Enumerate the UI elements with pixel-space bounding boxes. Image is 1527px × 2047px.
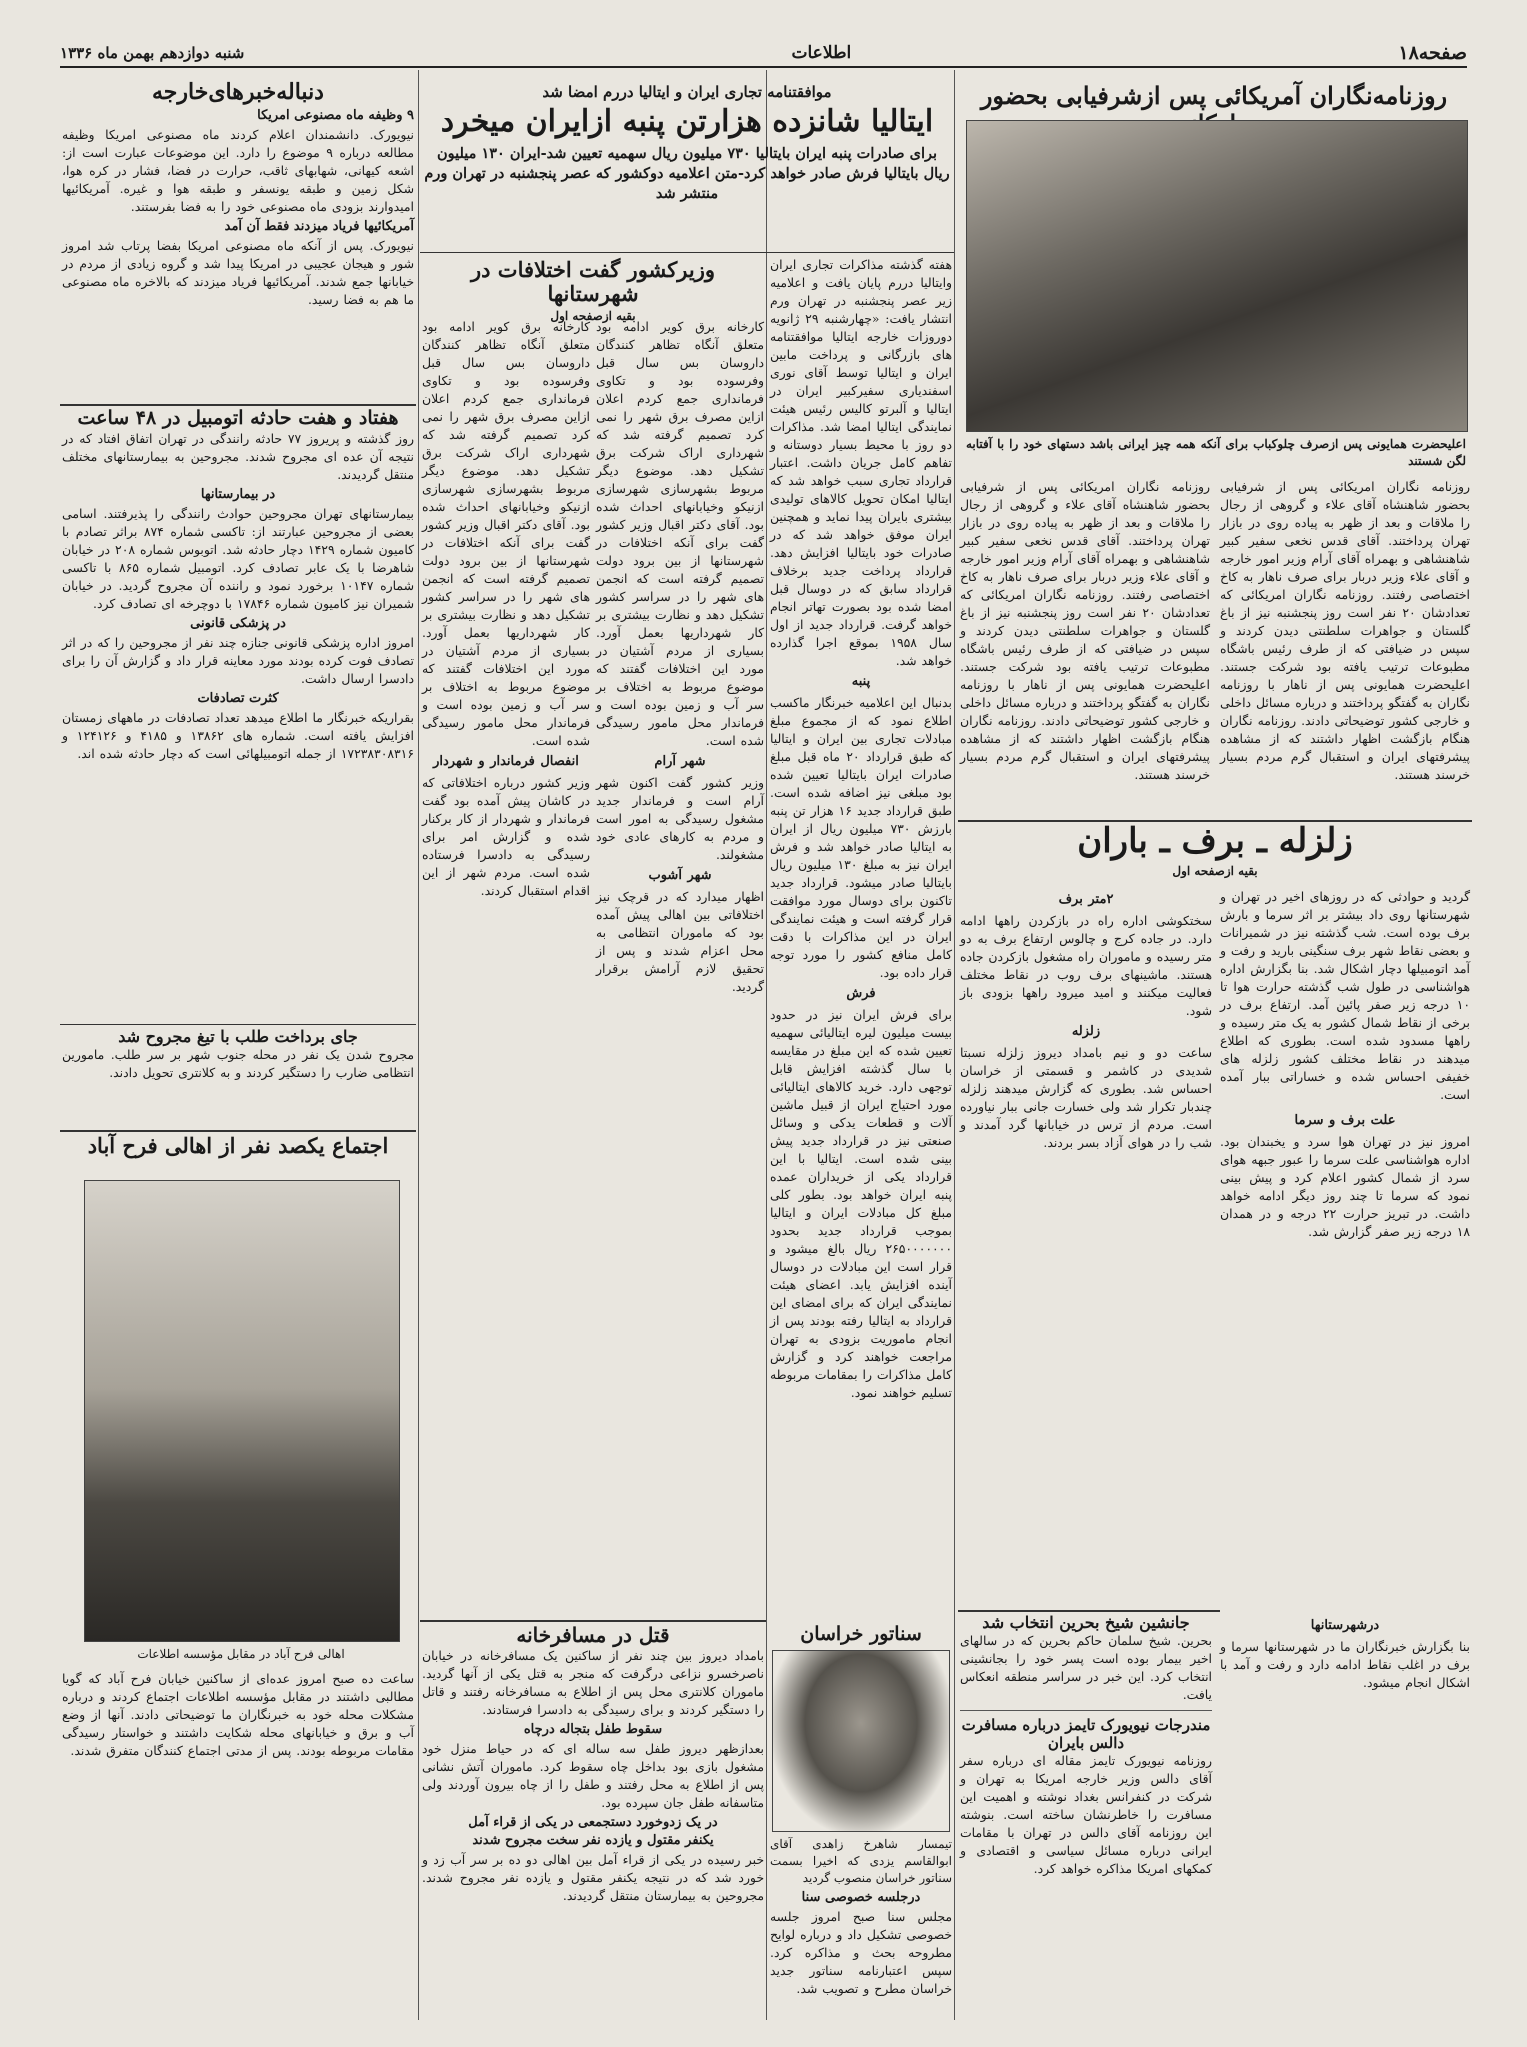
inn-block	[422, 1624, 764, 2014]
lead-body: هفته گذشته مذاکرات تجاری ایران وایتالیا دررم پایان یافت و اعلامیه زیر عصر پنجشنبه در تهران ورم انتشار یافت: «چهارشنبه ۲۹ ژانویه دوروزات خارجه ایتالیا موافقتنامه های بازرگانی و پرداخت مابین ایران و ایتالیا توسط آقای نوری اسفندیاری سفیرکبیر ایران در ایتالیا و آلبرتو کالیس رئیس هیئت نمایندگی ایتالیا امضا شد. مذاکرات دو روز با محیط بسیار دوستانه و تفاهم کامل جریان داشت. اعتبار قرارداد تجاری سبب خواهد شد که ایتالیا امکان تحویل کالاهای تولیدی بیشتری بایران پیدا نماید و همچنین ایران موفق خواهد شد که در صادرات خود بایتالیا افزایش دهد. قرارداد پرداخت جدید برخلاف قرارداد سابق که در دوسال قبل امضا شده بود بصورت تهاتر انجام خواهد گرفت. قرارداد جدید از اول سال ۱۹۵۸ بموقع اجرا گذارده خواهد شد.	[770, 257, 952, 668]
minister-body-cont: کارخانه برق کویر ادامه بود متعلق آنگاه تظاهر کنندگان داروسان بس سال قبل وفرسوده بود و تکاوی فرمانداری جمع کردم اعلان ازاین مصرف برق شهر را نمی کرد تصمیم گرفته شد که شهرداری اراک شرکت برق تشکیل دهد. موضوع دیگر مربوط بشهرسازی شهرسازی ازنیکو وخیابانهای احداث شده بود. آقای دکتر اقبال وزیر کشور گفت برای آنکه اختلافات در شهرستانها از بین برود دولت تصمیم گرفته است که انجمن های شهر را در سراسر کشور تشکیل دهد و نظارت بیشتری بر کار شهرداریها بعمل آورد. بسیاری از مردم آشتیان در مورد این اختلافات گفتند که موضوع مربوط به اختلاف بر سر آب و زمین بوده است و فرماندار محل مامور رسیدگی شده است.	[422, 319, 590, 748]
shah-journalists-photo	[966, 120, 1468, 432]
forensic-subhead: در پزشکی قانونی	[190, 615, 286, 631]
senator-caption: تیمسار شاهرخ زاهدی آقای ابوالقاسم یزدی که اخیرا بسمت سناتور خراسان منصوب گردید	[770, 1836, 952, 1885]
foreign-news	[62, 80, 414, 400]
nyt-headline: مندرجات نیویورک تایمز درباره مسافرت دالس بایران	[961, 1716, 1211, 1752]
quake-body-col2	[960, 888, 1212, 1608]
well-subhead: سقوط طفل بتجاله درچاه	[523, 1722, 663, 1737]
amol-body: خبر رسیده در یکی از قراء آمل بین اهالی دو ده بر سر آب زد و خورد شد که در نتیجه یکنفر مقتول و یازده نفر مجروح شدند. مجروحین به بیمارستان منتقل گردیدند.	[422, 1852, 764, 1903]
calm-body: وزیر کشور گفت اکنون شهر آرام است و فرماندار جدید مشغول رسیدگی به امور است و مردم به کارهای عادی خود مشغولند.	[596, 775, 764, 862]
minister-header	[422, 257, 764, 324]
amol-subhead: در یک زدوخورد دستجمعی در یکی از قراء آمل	[468, 1815, 718, 1830]
farah-crowd-photo	[84, 1180, 400, 1642]
minister-headline: وزیرکشور گفت اختلافات در شهرستانها	[471, 257, 715, 307]
hospital-body: بیمارستانهای تهران مجروحین حوادث رانندگی را پذیرفتند. اسامی بعضی از مجروحین عبارتند از: تاکسی شماره ۸۷۴ براثر تصادم با کامیون شماره ۱۴۲۹ دچار حادثه شد. اتوبوس شماره ۲۰۸ در خیابان شاهرضا با یک عابر تصادف کرد. اتومبیل شماره ۸۶۵ با تاکسی شماره ۱۰۱۴۷ برخورد نمود و راننده آن مجروح گردید. در خیابان شمیران نیز کامیون شماره ۱۷۸۴۶ با دوچرخه ای تصادف کرد.	[62, 505, 414, 611]
cities-subhead: درشهرستانها	[1310, 1618, 1380, 1633]
minister-body: کارخانه برق کویر ادامه بود متعلق آنگاه تظاهر کنندگان داروسان بس سال قبل وفرسوده بود و تکاوی فرمانداری جمع کردم اعلان ازاین مصرف برق شهر را نمی کرد تصمیم گرفته شد که شهرداری اراک شرکت برق تشکیل دهد. موضوع دیگر مربوط بشهرسازی شهرسازی ازنیکو وخیابانهای احداث شده بود. آقای دکتر اقبال وزیر کشور گفت برای آنکه اختلافات در شهرستانها از بین برود دولت تصمیم گرفته است که انجمن های شهر را در سراسر کشور تشکیل دهد و نظارت بیشتری بر کار شهرداریها بعمل آورد. بسیاری از مردم آشتیان در مورد این اختلافات گفتند که موضوع مربوط به اختلاف بر سر آب و زمین بوده است و فرماندار محل مامور رسیدگی شده است.	[596, 319, 764, 748]
lead-kicker: موافقتنامه تجاری ایران و ایتالیا دررم امضا شد	[542, 83, 832, 101]
cities-body: بنا بگزارش خبرنگاران ما در شهرستانها سرما و برف در اغلب نقاط ادامه دارد و رفت و آمد با اشکال انجام میشود.	[1220, 1639, 1470, 1690]
right-headline: روزنامه‌نگاران آمریکائی پس ازشرفیابی بحضور	[980, 81, 1448, 110]
column-rule	[954, 70, 955, 2020]
quake-body: گردید و حوادثی که در روزهای اخیر در تهران و شهرستانها روی داد بیشتر بر اثر سرما و بارش برف بوده است. شب گذشته نیز در شمیرانات و بعضی نقاط شهر برف سنگینی بارید و رفت و آمد اتومبیلها دچار اشکال شد. بنا بگزارش اداره هواشناسی در طول شب گذشته حرارت هوا تا ۱۰ درجه زیر صفر پائین آمد. ارتفاع برف در برخی از نقاط شمال کشور به یک متر رسیده و راهها مسدود شده است. بطوری که اطلاع میدهند در نقاط مختلف کشور زلزله های خفیفی احساس شده و خساراتی ببار آمده است.	[1220, 889, 1470, 1102]
senator-portrait	[772, 1650, 950, 1832]
knife-body: مجروح شدن یک نفر در محله جنوب شهر بر سر طلب. مامورین انتظامی ضارب را دستگیر کردند و به کلانتری تحویل دادند.	[62, 1047, 414, 1081]
section-rule	[420, 1620, 766, 1622]
farah-headline: اجتماع یکصد نفر از اهالی فرح آباد	[87, 1133, 389, 1158]
hospital-subhead: در بیمارستانها	[200, 486, 276, 502]
frequency-body: بقراریکه خبرنگار ما اطلاع میدهد تعداد تصادفات در ماههای زمستان افزایش یافته است. شماره های ۱۳۸۶۲ و ۴۱۸۵ و ۱۲۴۱۲۶ و ۱۷۲۳۸۳۰۸۳۱۶ از جمله اتومبیلهائی است که دچار حادثه شده اند.	[62, 709, 414, 761]
satellite-body: نیویورک. دانشمندان اعلام کردند ماه مصنوعی امریکا وظیفه مطالعه درباره ۹ موضوع را دارد. این موضوعات عبارت است از: اشعه کیهانی، شهابهای ثاقب، حرارت در فضا، فشار در کره هوا، شکل زمین و طبقه یونسفر و طبقه هوا و غیره. آمریکائیها امیدوارند بزودی ماه مصنوعی خود را به فضا بفرستند.	[62, 127, 414, 215]
knife-headline: جای برداخت طلب با تیغ مجروح شد	[118, 1027, 358, 1046]
cotton-body: بدنبال این اعلامیه خبرنگار ماکسب اطلاع نمود که از مجموع مبلغ مبادلات تجاری بین ایران و ایتالیا که طبق قرارداد ۲۰ ماه قبل مبلغ صادرات ایران بایتالیا تعیین شده بود مبلغی نیز اضافه شده است. طبق قرارداد جدید ۱۶ هزار تن پنبه بارزش ۷۳۰ میلیون ریال از ایران به ایتالیا صادر خواهد شد و فرش ایران نیز به مبلغ ۱۳۰ میلیون ریال بایتالیا صادر میشود. قرارداد جدید تاکنون برای دوسال مورد موافقت قرار گرفته است و هیئت نمایندگی ایران در این مذاکرات با دقت کامل منافع کشور را مورد توجه قرار داده بود.	[770, 695, 952, 980]
right-article-body-a: روزنامه نگاران امریکائی پس از شرفیابی بحضور شاهنشاه آقای علاء و گروهی از رجال را ملاقات و بعد از ظهر به پیاده روی در بازار تهران پرداختند. آقای قدس نخعی سفیر کبیر شاهنشاهی و بهمراه آقای آرام وزیر امور خارجه و آقای علاء وزیر دربار برای صرف ناهار به کاخ اختصاصی رفتند. روزنامه نگاران امریکائی که تعدادشان ۲۰ نفر است روز پنجشنبه نیز از باغ گلستان و جواهرات سلطنتی دیدن کردند و سپس در ضیافتی که از طرف رئیس باشگاه مطبوعات ترتیب یافته بود شرکت جستند. اعلیحضرت همایونی پس از ناهار با روزنامه نگاران به گفتگو پرداختند و درباره مسائل داخلی و خارجی کشور توضیحاتی دادند. روزنامه نگاران هنگام بازگشت اظهار داشتند که از مشاهده پیشرفتهای ایران و استقبال گرم مردم بسیار خرسند هستند.	[960, 479, 1210, 782]
weather-subhead: علت برف و سرما	[1294, 1113, 1396, 1128]
satellite-subhead: ۹ وظیفه ماه مصنوعی امریکا	[257, 108, 414, 124]
quake-body-col1	[1220, 888, 1470, 1608]
lead-deck: برای صادرات پنبه ایران بایتالیا ۷۳۰ میلیون ریال سهمیه تعیین شد-ایران ۱۳۰ میلیون ریال بایتالیا فرش صادر خواهد کرد-متن اعلامیه دوکشور که عصر پنجشنبه در تهران ورم منتشر شد	[424, 144, 950, 202]
page-number: صفحه۱۸	[1398, 42, 1467, 64]
right-article-body-b: روزنامه نگاران امریکائی پس از شرفیابی بحضور شاهنشاه آقای علاء و گروهی از رجال را ملاقات و بعد از ظهر به پیاده روی در بازار تهران پرداختند. آقای قدس نخعی سفیر کبیر شاهنشاهی و بهمراه آقای آرام وزیر امور خارجه و آقای علاء وزیر دربار برای صرف ناهار به کاخ اختصاصی رفتند. روزنامه نگاران امریکائی که تعدادشان ۲۰ نفر است روز پنجشنبه نیز از باغ گلستان و جواهرات سلطنتی دیدن کردند و سپس در ضیافتی که از طرف رئیس باشگاه مطبوعات ترتیب یافته بود شرکت جستند. اعلیحضرت همایونی پس از ناهار با روزنامه نگاران به گفتگو پرداختند و درباره مسائل داخلی و خارجی کشور توضیحاتی دادند. روزنامه نگاران هنگام بازگشت اظهار داشتند که از مشاهده پیشرفتهای ایران و استقبال گرم مردم بسیار خرسند هستند.	[1220, 479, 1470, 782]
accident-body: روز گذشته و پریروز ۷۷ حادثه رانندگی در تهران اتفاق افتاد که در نتیجه آن عده ای مجروح شدند. مجروحین به بیمارستانهای مختلف منتقل گردیدند.	[62, 430, 414, 482]
carpet-body: برای فرش ایران نیز در حدود بیست میلیون لیره ایتالیائی سهمیه تعیین شده که این مبلغ در مقایسه با سال گذشته افزایش قابل توجهی دارد. خرید کالاهای ایتالیائی مورد احتیاج ایران از قبیل ماشین آلات و قطعات یدکی و وسائل صنعتی نیز در قرارداد جدید پیش بینی شده است. ایتالیا با این قرارداد یکی از خریداران عمده پنبه ایران خواهد بود. بطور کلی مبلغ کل مبادلات ایران و ایتالیا بموجب قرارداد جدید بحدود ۲۶۵۰۰۰۰۰۰۰ ریال بالغ میشود و قرار است این مبادلات در دوسال آینده افزایش یابد. اعضای هیئت نمایندگی ایران که برای امضای این قرارداد به ایتالیا رفته بودند پس از انجام ماموریت بزودی به تهران مراجعت خواهند کرد و گزارش کامل مذاکرات را بمقامات مربوطه تسلیم خواهند نمود.	[770, 1007, 952, 1400]
photo-caption: اعلیحضرت همایونی پس ازصرف چلوکباب برای آنکه همه چیز ایرانی باشد دستهای خود را با آفتابه لگن شستند	[966, 437, 1466, 468]
senator-block	[770, 1624, 952, 2014]
lead-body-col	[770, 256, 952, 1616]
quake-header	[960, 822, 1470, 884]
americans-subhead: آمریکائیها فریاد میزدند فقط آن آمد	[224, 219, 414, 235]
bahrain-nyt-block	[960, 1614, 1212, 2014]
bahrain-headline: جانشین شیخ بحرین انتخاب شد	[982, 1613, 1190, 1632]
frequency-subhead: کثرت تصادفات	[197, 690, 279, 706]
minister-continued: بقیه ازصفحه اول	[550, 309, 636, 324]
senate-body: مجلس سنا صبح امروز جلسه خصوصی تشکیل داد و درباره لوایح مطروحه بحث و مذاکره کرد. سپس اعتبارنامه سناتور جدید خراسان مطرح و تصویب شد.	[770, 1908, 952, 1996]
paper-name: اطلاعات	[791, 43, 852, 63]
forensic-body: امروز اداره پزشکی قانونی جنازه چند نفر از مجروحین را که در اثر تصادف فوت کرده بودند مورد معاینه قرار داد و گزارش آن را برای دادسرا ارسال داشت.	[62, 634, 414, 686]
accidents	[62, 408, 414, 1020]
quake-headline: زلزله ـ برف ـ باران	[1077, 821, 1353, 861]
inn-body: بامداد دیروز بین چند نفر از ساکنین یک مسافرخانه در خیابان ناصرخسرو نزاعی درگرفت که منجر به قتل یکی از آنها گردید. ماموران کلانتری محل پس از اطلاع به مسافرخانه رفتند و قاتل را دستگیر کردند و برای رسیدگی به دادسرا فرستادند.	[422, 1648, 764, 1717]
lead-header	[422, 84, 952, 252]
americans-body: نیویورک. پس از آنکه ماه مصنوعی امریکا بفضا پرتاب شد امروز شور و هیجان عجیبی در امریکا پیدا شد و گروه زیادی از مردم در خیابانها جمع شدند. آمریکائیها فریاد میزدند که بالاخره ماه مصنوعی ما هم به فضا رسید.	[62, 238, 414, 308]
farah-caption: اهالی فرح آباد در مقابل مؤسسه اطلاعات	[137, 1647, 345, 1661]
section-rule	[60, 404, 416, 406]
section-rule	[60, 1024, 416, 1025]
unrest-subhead: شهر آشوب	[648, 868, 712, 883]
bahrain-body: بحرین. شیخ سلمان حاکم بحرین که در سالهای اخیر بیمار بوده است پسر خود را بجانشینی انتخاب کرد. این خبر در سراسر منطقه انعکاس یافت.	[960, 1633, 1212, 1703]
section-rule	[420, 252, 954, 253]
quake-subbody: ساعت دو و نیم بامداد دیروز زلزله نسبتا شدیدی در کاشمر و قسمتی از خراسان احساس شد. بطوری که گزارش میدهند زلزله چندبار تکرار شد ولی خسارت جانی ببار نیاورده است. مردم از ترس در خیابانها گرد آمدند و شب را در هوای آزاد بسر بردند.	[960, 1045, 1212, 1150]
nyt-body: روزنامه نیویورک تایمز مقاله ای درباره سفر آقای دالس وزیر خارجه امریکا به تهران و شرکت در کنفرانس بغداد نوشته و اهمیت این مسافرت را خاطرنشان ساخته است. بنوشته این روزنامه آقای دالس در تهران با مقامات ایرانی درباره مسائل سیاسی و اقتصادی و کمکهای امریکا مذاکره خواهد کرد.	[960, 1752, 1212, 1876]
section-rule	[958, 1610, 1220, 1612]
weather-cities	[1220, 1614, 1470, 2014]
column-rule	[766, 70, 767, 2020]
snow-body: سختکوشی اداره راه در بازکردن راهها ادامه دارد. در جاده کرج و چالوس ارتفاع برف به دو متر رسیده و ماموران راه مشغول بازکردن جاده هستند. ماشینهای برف روب در نقاط مختلف فعالیت میکنند و امید میرود راهها بزودی باز شود.	[960, 913, 1212, 1018]
knife-news	[62, 1028, 414, 1128]
lead-headline: ایتالیا شانزده هزارتن پنبه ازایران میخرد	[440, 104, 934, 140]
foreign-headline: دنباله‌خبرهای‌خارجه	[152, 79, 324, 105]
snow-subhead: ۲متر برف	[1058, 892, 1114, 907]
minister-col1	[596, 318, 764, 1618]
section-rule	[60, 1130, 416, 1132]
weather-body: امروز نیز در تهران هوا سرد و یخبندان بود. اداره هواشناسی علت سرما را عبور جبهه هوای سرد از شمال کشور اعلام کرد و پیش بینی نمود که سرما تا چند روز دیگر ادامه خواهد داشت. در تبریز حرارت ۲۲ درجه و در همدان ۱۸ درجه زیر صفر گزارش شد.	[1220, 1134, 1470, 1239]
page-header	[60, 40, 1467, 68]
dismissal-body: وزیر کشور درباره اختلافاتی که در کاشان پیش آمده بود گفت فرماندار و شهردار از کار برکنار شده و گزارش امر برای رسیدگی به دادسرا فرستاده شده است. مردم شهر از این اقدام استقبال کردند.	[422, 775, 590, 898]
well-body: بعدازظهر دیروز طفل سه ساله ای که در حیاط منزل خود مشغول بازی بود بداخل چاه سقوط کرد. ماموران آتش نشانی پس از اطلاع به محل رفتند و طفل را از چاه بیرون آوردند ولی متاسفانه طفل جان سپرده بود.	[422, 1741, 764, 1810]
senator-headline: سناتور خراسان	[800, 1623, 922, 1645]
calm-subhead: شهر آرام	[654, 754, 706, 769]
dismissal-subhead: انفصال فرماندار و شهردار	[433, 754, 579, 769]
farah-header	[62, 1134, 414, 1174]
column-rule	[418, 70, 419, 2020]
quake-subhead: زلزله	[1071, 1024, 1101, 1039]
inn-headline: قتل در مسافرخانه	[516, 1623, 670, 1647]
issue-date: شنبه دوازدهم بهمن ماه ۱۳۳۶	[60, 44, 245, 62]
senate-subhead: درجلسه خصوصی سنا	[801, 1889, 921, 1905]
unrest-body: اظهار میدارد که در قرچک نیز اختلافاتی بین اهالی پیش آمده بود که ماموران انتظامی به محل اعزام شدند و پس از تحقیق لازم آرامش برقرار گردید.	[596, 889, 764, 994]
minister-col2	[422, 318, 590, 1618]
carpet-subhead: فرش	[846, 986, 876, 1001]
quake-continued: بقیه ازصفحه اول	[1172, 864, 1258, 879]
farah-body: ساعت ده صبح امروز عده‌ای از ساکنین خیابان فرح آباد که گویا مطالبی داشتند در مقابل مؤسسه اطلاعات اجتماع کردند و درباره مشکلات محله خود به خبرنگاران ما توضیحاتی دادند. آنها از وضع آب و برق و خیابانهای محله شکایت داشتند و خواستار رسیدگی مقامات مربوطه بودند. پس از مدتی اجتماع کنندگان متفرق شدند.	[62, 1671, 414, 1758]
accident-headline: هفتاد و هفت حادثه اتومبیل در ۴۸ ساعت	[77, 407, 399, 429]
amol-subhead-2: یکنفر مقتول و یازده نفر سخت مجروح شدند	[472, 1833, 714, 1848]
cotton-subhead: پنبه	[851, 674, 871, 689]
